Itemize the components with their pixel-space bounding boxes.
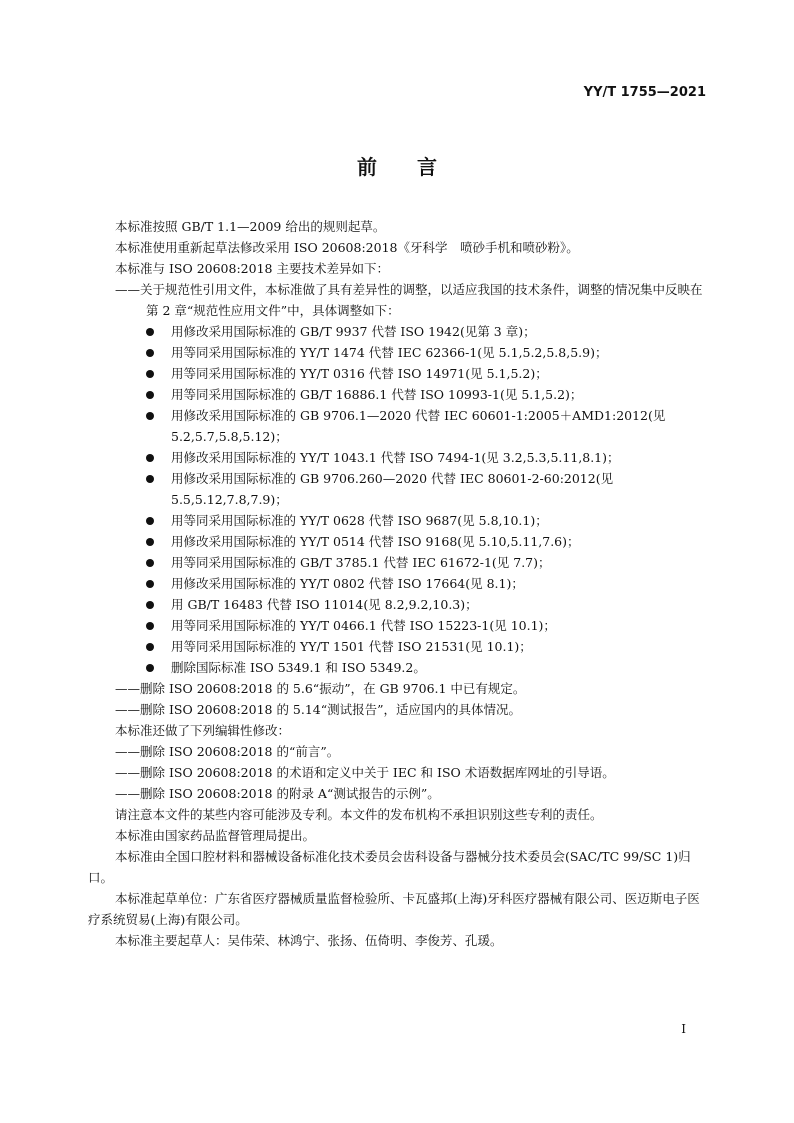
list-item	[88, 573, 708, 594]
list-item-text: 用修改采用国际标准的 YY/T 0802 代替 ISO 17664(见 8.1)；	[171, 576, 524, 591]
bullet-icon	[146, 664, 154, 672]
paragraph: 本标准按照 GB/T 1.1—2009 给出的规则起草。	[115, 219, 386, 234]
list-item	[88, 636, 708, 657]
bullet-icon	[146, 601, 154, 609]
paragraph: 本标准由国家药品监督管理局提出。	[115, 828, 316, 843]
list-item	[88, 321, 708, 342]
list-item	[88, 615, 708, 636]
list-item	[88, 552, 708, 573]
bullet-icon	[146, 412, 154, 420]
page-number: I	[681, 1022, 686, 1036]
dash-item: ——删除 ISO 20608:2018 的“前言”。	[115, 744, 340, 759]
list-item-text: 用修改采用国际标准的 GB 9706.260—2020 代替 IEC 80601-2-60:2012(见 5.5,5.12,7.8,7.9)；	[171, 471, 614, 507]
list-item-text: 用修改采用国际标准的 YY/T 0514 代替 ISO 9168(见 5.10,5.11,7.6)；	[171, 534, 580, 549]
list-item-text: 用等同采用国际标准的 YY/T 1501 代替 ISO 21531(见 10.1)；	[171, 639, 532, 654]
dash-item: ——关于规范性引用文件，本标准做了具有差异性的调整，以适应我国的技术条件，调整的情况集中反映在第 2 章“规范性应用文件”中，具体调整如下：	[115, 282, 703, 318]
list-item-text: 用修改采用国际标准的 GB 9706.1—2020 代替 IEC 60601-1:2005＋AMD1:2012(见 5.2,5.7,5.8,5.12)；	[171, 408, 666, 444]
bullet-icon	[146, 370, 154, 378]
paragraph: 本标准主要起草人：吴伟荣、林鸿宁、张扬、伍倚明、李俊芳、孔瑗。	[115, 933, 503, 948]
bullet-icon	[146, 622, 154, 630]
list-item	[88, 384, 708, 405]
bullet-icon	[146, 391, 154, 399]
list-item	[88, 531, 708, 552]
paragraph: 本标准起草单位：广东省医疗器械质量监督检验所、卡瓦盛邦(上海)牙科医疗器械有限公司、医迈斯电子医疗系统贸易(上海)有限公司。	[88, 891, 700, 927]
dash-item: ——删除 ISO 20608:2018 的附录 A“测试报告的示例”。	[115, 786, 440, 801]
bullet-icon	[146, 559, 154, 567]
list-item-text: 用等同采用国际标准的 YY/T 0628 代替 ISO 9687(见 5.8,10.1)；	[171, 513, 548, 528]
dash-item: ——删除 ISO 20608:2018 的 5.6“振动”，在 GB 9706.1 中已有规定。	[115, 681, 526, 696]
paragraph: 本标准使用重新起草法修改采用 ISO 20608:2018《牙科学 喷砂手机和喷砂粉》。	[115, 240, 579, 255]
bullet-icon	[146, 475, 154, 483]
bullet-icon	[146, 349, 154, 357]
list-item-text: 用等同采用国际标准的 YY/T 0316 代替 ISO 14971(见 5.1,5.2)；	[171, 366, 548, 381]
list-item-text: 用修改采用国际标准的 YY/T 1043.1 代替 ISO 7494-1(见 3.2,5.3,5.11,8.1)；	[171, 450, 620, 465]
paragraph: 请注意本文件的某些内容可能涉及专利。本文件的发布机构不承担识别这些专利的责任。	[115, 807, 603, 822]
paragraph: 本标准还做了下列编辑性修改：	[115, 723, 291, 738]
list-item	[88, 363, 708, 384]
bullet-icon	[146, 580, 154, 588]
list-item-text: 删除国际标准 ISO 5349.1 和 ISO 5349.2。	[171, 660, 426, 675]
bullet-icon	[146, 643, 154, 651]
paragraph: 本标准由全国口腔材料和器械设备标准化技术委员会齿科设备与器械分技术委员会(SAC/TC 99/SC 1)归口。	[88, 849, 691, 885]
list-item	[88, 405, 708, 447]
dash-item: ——删除 ISO 20608:2018 的术语和定义中关于 IEC 和 ISO 术语数据库网址的引导语。	[115, 765, 615, 780]
list-item-text: 用等同采用国际标准的 GB/T 16886.1 代替 ISO 10993-1(见 5.1,5.2)；	[171, 387, 583, 402]
bullet-icon	[146, 328, 154, 336]
dash-item: ——删除 ISO 20608:2018 的 5.14“测试报告”，适应国内的具体情况。	[115, 702, 522, 717]
bullet-icon	[146, 538, 154, 546]
list-item	[88, 342, 708, 363]
bullet-icon	[146, 517, 154, 525]
bullet-icon	[146, 454, 154, 462]
standard-number: YY/T 1755—2021	[583, 85, 706, 100]
list-item	[88, 594, 708, 615]
list-item	[88, 468, 708, 510]
list-item	[88, 657, 708, 678]
paragraph: 本标准与 ISO 20608:2018 主要技术差异如下：	[115, 261, 389, 276]
list-item	[88, 447, 708, 468]
list-item-text: 用 GB/T 16483 代替 ISO 11014(见 8.2,9.2,10.3)；	[171, 597, 478, 612]
list-item	[88, 510, 708, 531]
page-title: 前言	[357, 155, 477, 179]
list-item-text: 用等同采用国际标准的 GB/T 3785.1 代替 IEC 61672-1(见 7.7)；	[171, 555, 551, 570]
list-item-text: 用修改采用国际标准的 GB/T 9937 代替 ISO 1942(见第 3 章)；	[171, 324, 536, 339]
list-item-text: 用等同采用国际标准的 YY/T 0466.1 代替 ISO 15223-1(见 10.1)；	[171, 618, 556, 633]
document-body	[88, 216, 708, 951]
list-item-text: 用等同采用国际标准的 YY/T 1474 代替 IEC 62366-1(见 5.1,5.2,5.8,5.9)；	[171, 345, 608, 360]
